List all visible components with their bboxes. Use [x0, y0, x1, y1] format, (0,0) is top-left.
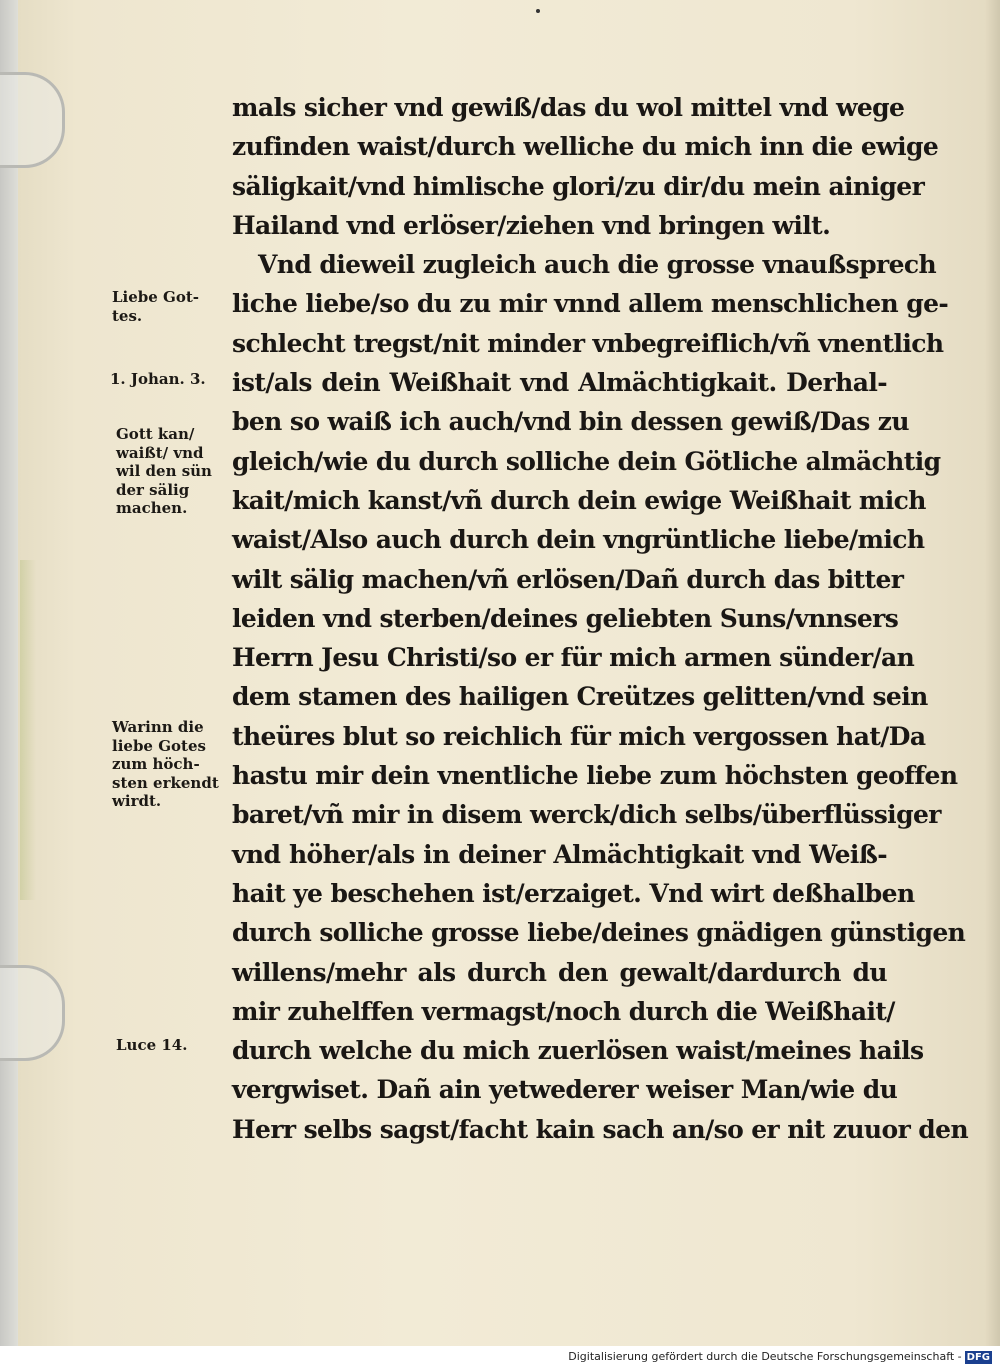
margin-note-line: Liebe Got-	[112, 288, 200, 306]
margin-note-line: machen.	[116, 499, 188, 517]
text-line: waist/Also auch durch dein vngrüntliche liebe/mich	[232, 525, 925, 555]
page-clip-bottom	[0, 965, 65, 1061]
margin-note-line: Luce 14.	[116, 1036, 188, 1054]
footer-text: Digitalisierung gefördert durch die Deutsche Forschungsgemeinschaft -	[568, 1350, 962, 1363]
text-line: mals sicher vnd gewiß/das du wol mittel vnd wege	[232, 93, 905, 122]
text-line: Hailand vnd erlöser/ziehen vnd bringen wilt.	[232, 210, 831, 240]
text-line: vergwiset. Dañ ain yetwederer weiser Man/wie du	[232, 1075, 898, 1105]
text-line: baret/vñ mir in disem werck/dich selbs/überflüssiger	[232, 800, 941, 830]
margin-note-line: liebe Gotes	[112, 736, 206, 755]
text-line: hastu mir dein vnentliche liebe zum höchsten geoffen	[232, 761, 958, 791]
margin-note-line: sten erkendt	[112, 773, 219, 792]
text-line: zufinden waist/durch welliche du mich inn die ewige	[232, 132, 939, 162]
main-text	[232, 88, 969, 1149]
margin-note-johan	[110, 370, 206, 389]
text-line: gleich/wie du durch solliche dein Götliche almächtig	[232, 446, 941, 476]
text-line: theüres blut so reichlich für mich vergossen hat/Da	[232, 721, 926, 751]
text-line: Vnd dieweil zugleich auch die grosse vnaußsprech	[258, 250, 937, 280]
text-line: ist/als dein Weißhait vnd Almächtigkait. Derhal-	[232, 368, 887, 398]
page-mark	[536, 9, 540, 13]
text-line: liche liebe/so du zu mir vnnd allem menschlichen ge-	[232, 289, 949, 319]
text-line: dem stamen des hailigen Creützes gelitten/vnd sein	[232, 682, 928, 712]
text-line: willens/mehr als durch den gewalt/dardurch du	[232, 957, 887, 987]
margin-note-line: zum höch-	[112, 755, 200, 773]
text-line: mir zuhelffen vermagst/noch durch die Weißhait/	[232, 996, 895, 1026]
text-line: Herrn Jesu Christi/so er für mich armen sünder/an	[232, 643, 915, 673]
margin-note-gott-kan	[116, 425, 212, 518]
text-line: ben so waiß ich auch/vnd bin dessen gewiß/Das zu	[232, 407, 909, 437]
margin-note-warinn	[112, 718, 219, 811]
margin-note-line: Warinn die	[112, 718, 204, 736]
text-line: Herr selbs sagst/facht kain sach an/so er nit zuuor den	[232, 1114, 969, 1144]
margin-note-line: wirdt.	[112, 792, 162, 810]
text-line: hait ye beschehen ist/erzaiget. Vnd wirt deßhalben	[232, 878, 915, 908]
margin-note-luce	[116, 1036, 187, 1055]
text-line: schlecht tregst/nit minder vnbegreiflich/vñ vnentlich	[232, 328, 944, 358]
text-line: vnd höher/als in deiner Almächtigkait vnd Weiß-	[232, 839, 887, 869]
dfg-logo-icon: DFG	[966, 1352, 990, 1363]
text-line: durch solliche grosse liebe/deines gnädigen günstigen	[232, 918, 966, 948]
page-edge	[986, 0, 1000, 1346]
text-line: säligkait/vnd himlische glori/zu dir/du mein ainiger	[232, 171, 925, 201]
funding-footer	[568, 1350, 992, 1364]
margin-note-line: waißt/ vnd	[116, 443, 204, 462]
margin-note-line: tes.	[112, 306, 143, 325]
margin-note-line: der sälig	[116, 480, 190, 499]
text-line: kait/mich kanst/vñ durch dein ewige Weißhait mich	[232, 485, 926, 515]
margin-note-line: wil den sün	[116, 462, 212, 480]
book-gutter	[0, 0, 18, 1346]
text-line: wilt sälig machen/vñ erlösen/Dañ durch das bitter	[232, 564, 904, 594]
margin-note-line: 1. Johan. 3.	[110, 370, 206, 388]
text-line: durch welche du mich zuerlösen waist/meines hails	[232, 1036, 924, 1066]
page-stain	[20, 560, 36, 900]
margin-note-liebe-gottes	[112, 288, 199, 325]
page-clip-top	[0, 72, 65, 168]
text-line: leiden vnd sterben/deines geliebten Suns/vnnsers	[232, 603, 899, 633]
margin-note-line: Gott kan/	[116, 425, 195, 443]
